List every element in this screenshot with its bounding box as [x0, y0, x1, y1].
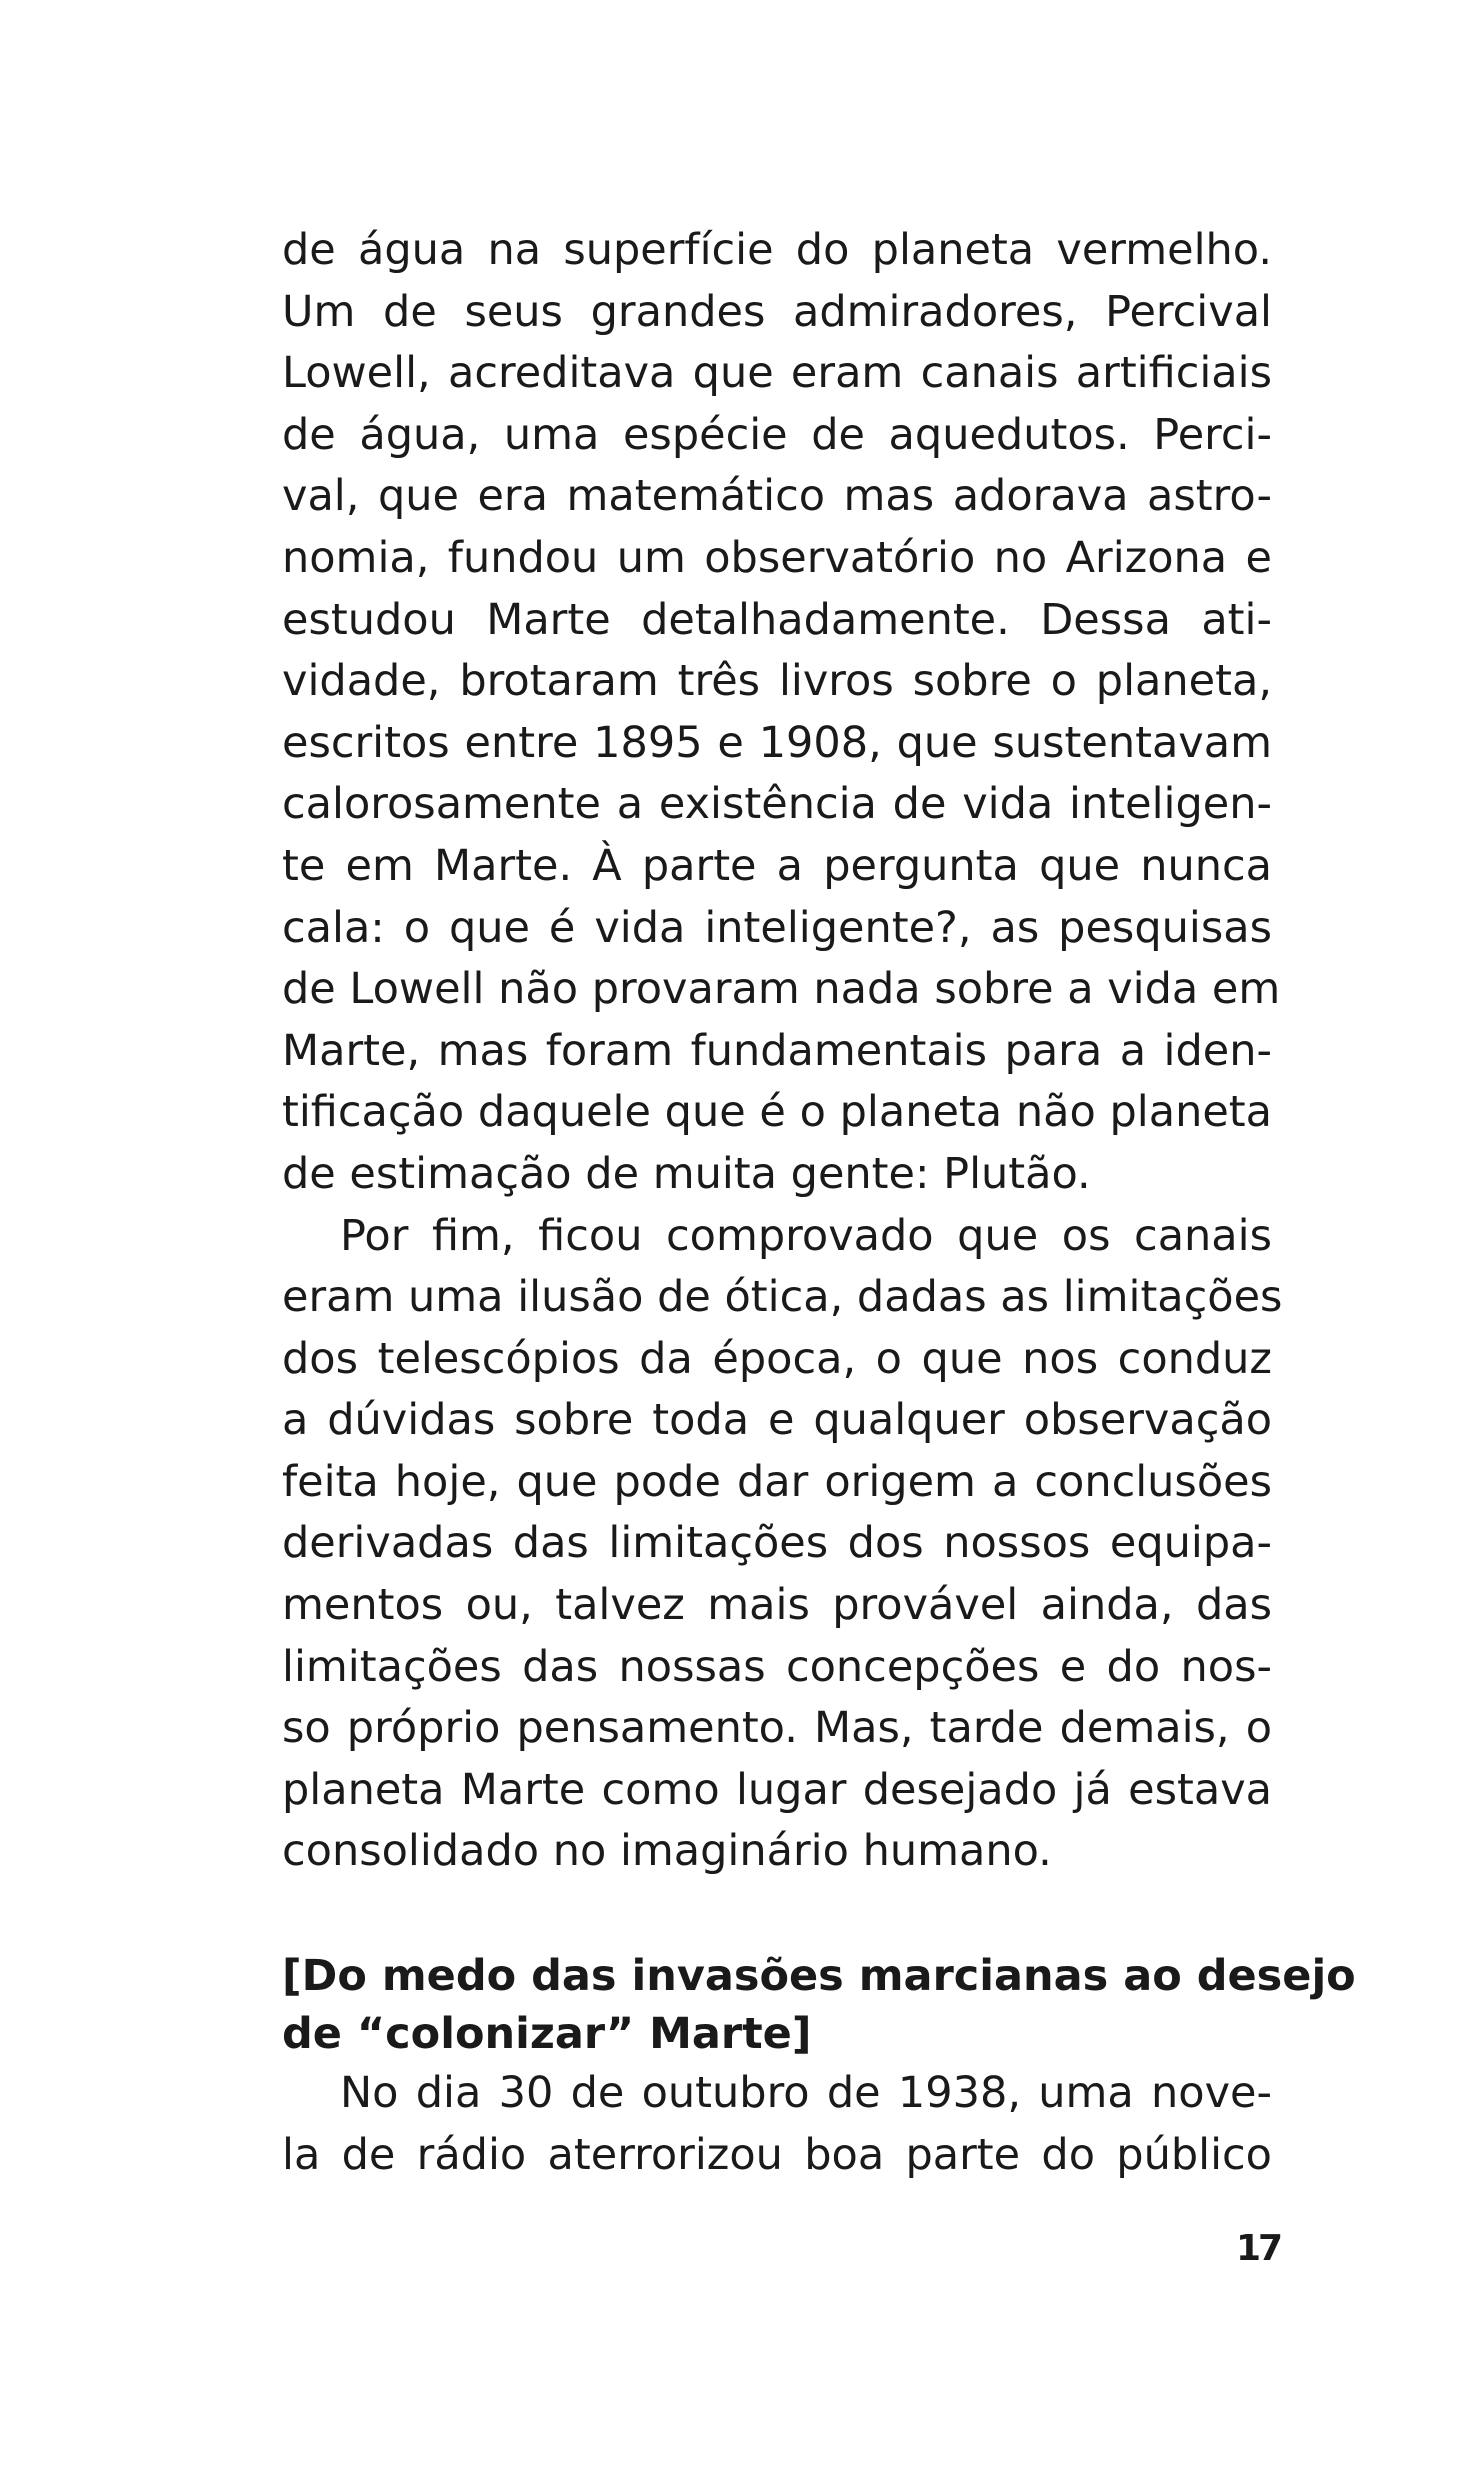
text-line: la de rádio aterrorizou boa parte do público [282, 2129, 1272, 2180]
text-line: tificação daquele que é o planeta não planeta [282, 1087, 1272, 1138]
body-paragraph-3 [282, 2063, 1272, 2186]
text-line: de estimação de muita gente: Plutão. [282, 1148, 1091, 1199]
text-line: so próprio pensamento. Mas, tarde demais, o [282, 1703, 1272, 1754]
body-paragraph-2 [282, 1206, 1283, 1884]
text-line: planeta Marte como lugar desejado já estava [282, 1764, 1272, 1815]
text-line: estudou Marte detalhadamente. Dessa ati- [282, 594, 1272, 645]
text-line: eram uma ilusão de ótica, dadas as limitações [282, 1272, 1283, 1323]
text-line: derivadas das limitações dos nossos equipa- [282, 1518, 1272, 1569]
text-line: nomia, fundou um observatório no Arizona e [282, 532, 1272, 583]
text-line: dos telescópios da época, o que nos conduz [282, 1333, 1272, 1384]
text-line: Marte, mas foram fundamentais para a iden- [282, 1025, 1272, 1076]
text-line: cala: o que é vida inteligente?, as pesquisas [282, 902, 1272, 953]
text-line: Por fim, ficou comprovado que os canais [340, 1210, 1272, 1261]
text-line: mentos ou, talvez mais provável ainda, das [282, 1580, 1272, 1631]
text-line: limitações das nossas concepções e do nos- [282, 1641, 1272, 1692]
body-paragraph-1 [282, 220, 1281, 1206]
section-spacer [282, 1883, 1272, 1947]
text-line: de Lowell não provaram nada sobre a vida em [282, 964, 1281, 1015]
text-line: vidade, brotaram três livros sobre o planeta, [282, 656, 1272, 707]
text-line: escritos entre 1895 e 1908, que sustentavam [282, 717, 1272, 768]
text-line: feita hoje, que pode dar origem a conclusões [282, 1456, 1272, 1507]
text-line: val, que era matemático mas adorava astro- [282, 471, 1272, 522]
text-line: calorosamente a existência de vida inteligen- [282, 779, 1272, 830]
text-line: de água, uma espécie de aquedutos. Perci- [282, 409, 1272, 460]
section-heading [282, 1947, 1356, 2063]
text-line: de água na superfície do planeta vermelho. [282, 225, 1272, 275]
text-line: consolidado no imaginário humano. [282, 1826, 1052, 1877]
page-number: 17 [1236, 2228, 1281, 2269]
heading-line: [Do medo das invasões marcianas ao desejo [282, 1951, 1356, 2002]
text-line: Um de seus grandes admiradores, Percival [282, 286, 1272, 337]
heading-line: de “colonizar” Marte] [282, 2009, 812, 2060]
text-line: te em Marte. À parte a pergunta que nunca [282, 840, 1272, 891]
text-line: a dúvidas sobre toda e qualquer observação [282, 1395, 1272, 1446]
text-line: No dia 30 de outubro de 1938, uma nove- [340, 2068, 1272, 2119]
page-content [282, 220, 1356, 2186]
text-line: Lowell, acreditava que eram canais artificiais [282, 348, 1272, 399]
